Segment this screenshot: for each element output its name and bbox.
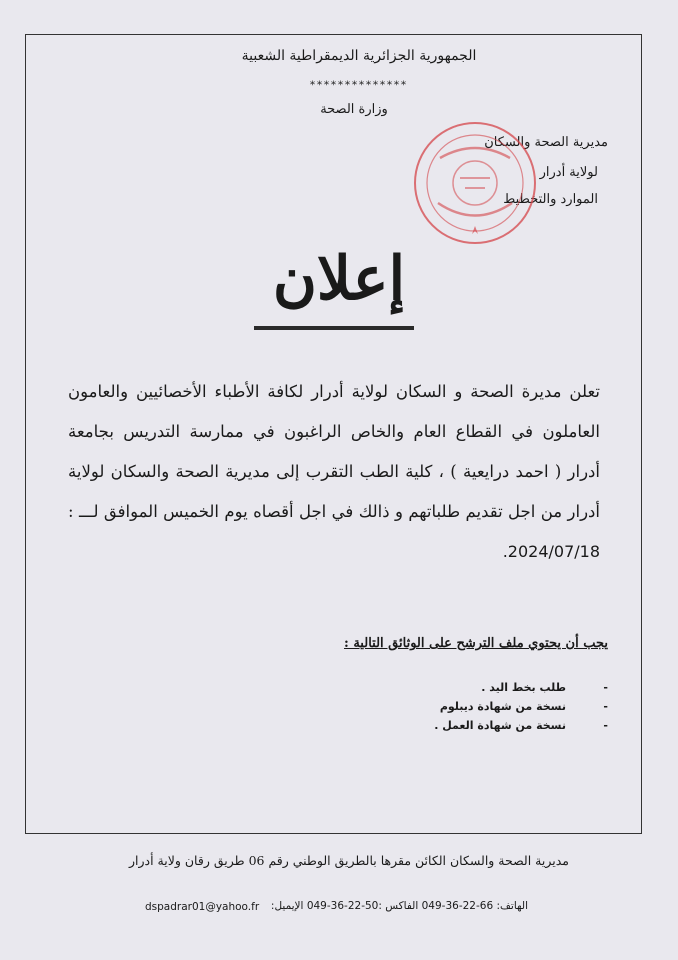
separator-stars: **************	[310, 80, 408, 91]
official-stamp-icon	[410, 118, 540, 248]
footer-contact: الهاتف: 66-22-36-049 الفاكس :50-22-36-049 الإيميل:	[270, 900, 528, 912]
requirements-heading: يجب أن يحتوي ملف الترشح على الوثائق التالية :	[344, 636, 608, 651]
list-item: -نسخة من شهادة ديبلوم	[434, 697, 608, 716]
title-underline	[254, 326, 414, 330]
directorate-line-1: مديرية الصحة والسكان	[484, 135, 608, 150]
bullet-dash: -	[603, 681, 608, 694]
list-item: -طلب بخط اليد .	[434, 678, 608, 697]
bullet-dash: -	[603, 719, 608, 732]
list-item: -نسخة من شهادة العمل .	[434, 716, 608, 735]
directorate-line-2: لولاية أدرار	[539, 165, 598, 180]
announcement-title: إعلان	[272, 244, 406, 314]
bullet-dash: -	[603, 700, 608, 713]
ministry-name: وزارة الصحة	[320, 102, 388, 117]
republic-header: الجمهورية الجزائرية الديمقراطية الشعبية	[241, 48, 477, 64]
body-paragraph: تعلن مديرة الصحة و السكان لولاية أدرار لكافة الأطباء الأخصائيين والعامون العاملون في القطاع العام والخاص الراغبون في ممارسة التدريس بجامعة أدرار ( احمد درايعية ) ، كلية الطب التقرب إلى مديرية الصحة والسكان لولاية أدرار من اجل تقديم طلباتهم و ذالك في اجل أقصاه يوم الخميس الموافق لـــ :	[68, 382, 600, 521]
announcement-body	[68, 372, 600, 572]
requirements-list	[434, 678, 608, 735]
footer-email[interactable]: dspadrar01@yahoo.fr	[145, 901, 260, 913]
directorate-line-3: الموارد والتخطيط	[503, 192, 598, 207]
footer-address: مديرية الصحة والسكان الكائن مقرها بالطريق الوطني رقم 06 طريق رقان ولاية أدرار	[128, 853, 569, 868]
deadline-date: 2024/07/18.	[502, 542, 600, 561]
